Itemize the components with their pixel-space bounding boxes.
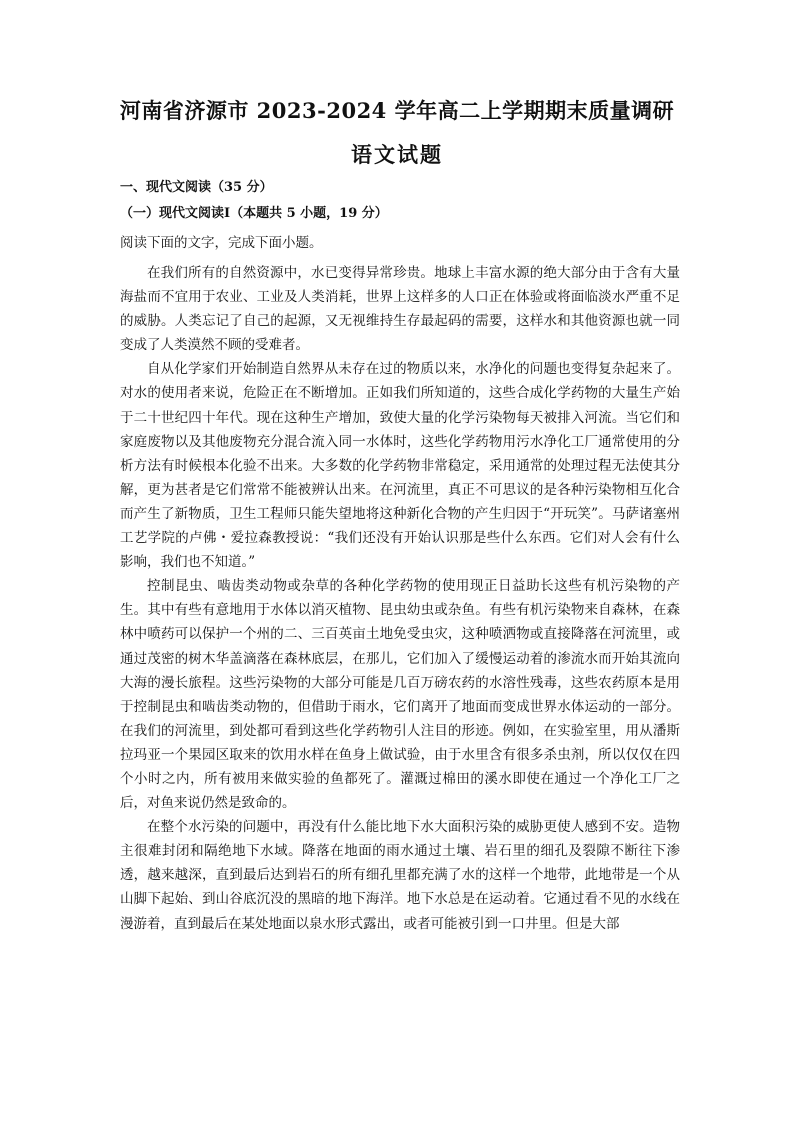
reading-passage (120, 261, 680, 936)
passage-paragraph-4: 在整个水污染的问题中，再没有什么能比地下水大面积污染的威胁更使人感到不安。造物主很难封闭和隔绝地下水域。降落在地面的雨水通过土壤、岩石里的细孔及裂隙不断往下渗透，越来越深，直到最后达到岩石的所有细孔里都充满了水的这样一个地带，此地带是一个从山脚下起始、到山谷底沉没的黑暗的地下海洋。地下水总是在运动着。它通过看不见的水线在漫游着，直到最后在某处地面以泉水形式露出，或者可能被引到一口井里。但是大部 (120, 819, 680, 932)
document-subtitle: 语文试题 (351, 142, 443, 167)
passage-paragraph-1: 在我们所有的自然资源中，水已变得异常珍贵。地球上丰富水源的绝大部分由于含有大量海盐而不宜用于农业、工业及人类消耗，世界上这样多的人口正在体验或将面临淡水严重不足的威胁。人类忘记了自己的起源，又无视维持生存最起码的需要，这样水和其他资源也就一同变成了人类漠然不顾的受难者。 (120, 265, 680, 354)
document-title: 河南省济源市 2023-2024 学年高二上学期期末质量调研 (119, 98, 675, 123)
instruction-text: 阅读下面的文字，完成下面小题。 (120, 235, 323, 251)
passage-paragraph-2: 自从化学家们开始制造自然界从未存在过的物质以来，水净化的问题也变得复杂起来了。对水的使用者来说，危险正在不断增加。正如我们所知道的，这些合成化学药物的大量生产始于二十世纪四十年代。现在这种生产增加，致使大量的化学污染物每天被排入河流。当它们和家庭废物以及其他废物充分混合流入同一水体时，这些化学药物用污水净化工厂通常使用的分析方法有时候根本化验不出来。大多数的化学药物非常稳定，采用通常的处理过程无法使其分解，更为甚者是它们常常不能被辨认出来。在河流里，真正不可思议的是各种污染物相互化合而产生了新物质，卫生工程师只能失望地将这种新化合物的产生归因于“开玩笑”。马萨诸塞州工艺学院的卢佛・爱拉森教授说：“我们还没有开始认识那是些什么东西。它们对人会有什么影响，我们也不知道。” (120, 361, 680, 571)
passage-paragraph-3: 控制昆虫、啮齿类动物或杂草的各种化学药物的使用现正日益助长这些有机污染物的产生。其中有些有意地用于水体以消灭植物、昆虫幼虫或杂鱼。有些有机污染物来自森林，在森林中喷药可以保护一个州的二、三百英亩土地免受虫灾，这种喷洒物或直接降落在河流里，或通过茂密的树木华盖滴落在森林底层，在那儿，它们加入了缓慢运动着的渗流水而开始其流向大海的漫长旅程。这些污染物的大部分可能是几百万磅农药的水溶性残毒，这些农药原本是用于控制昆虫和啮齿类动物的，但借助于雨水，它们离开了地面而变成世界水体运动的一部分。在我们的河流里，到处都可看到这些化学药物引人注目的形迹。例如，在实验室里，用从潘斯拉玛亚一个果园区取来的饮用水样在鱼身上做试验，由于水里含有很多杀虫剂，所以仅仅在四个小时之内，所有被用来做实验的鱼都死了。灌溉过棉田的溪水即使在通过一个净化工厂之后，对鱼来说仍然是致命的。 (120, 578, 680, 812)
section-heading: 一、现代文阅读（35 分） (120, 180, 273, 195)
subsection-heading: （一）现代文阅读Ⅰ（本题共 5 小题，19 分） (120, 206, 388, 221)
